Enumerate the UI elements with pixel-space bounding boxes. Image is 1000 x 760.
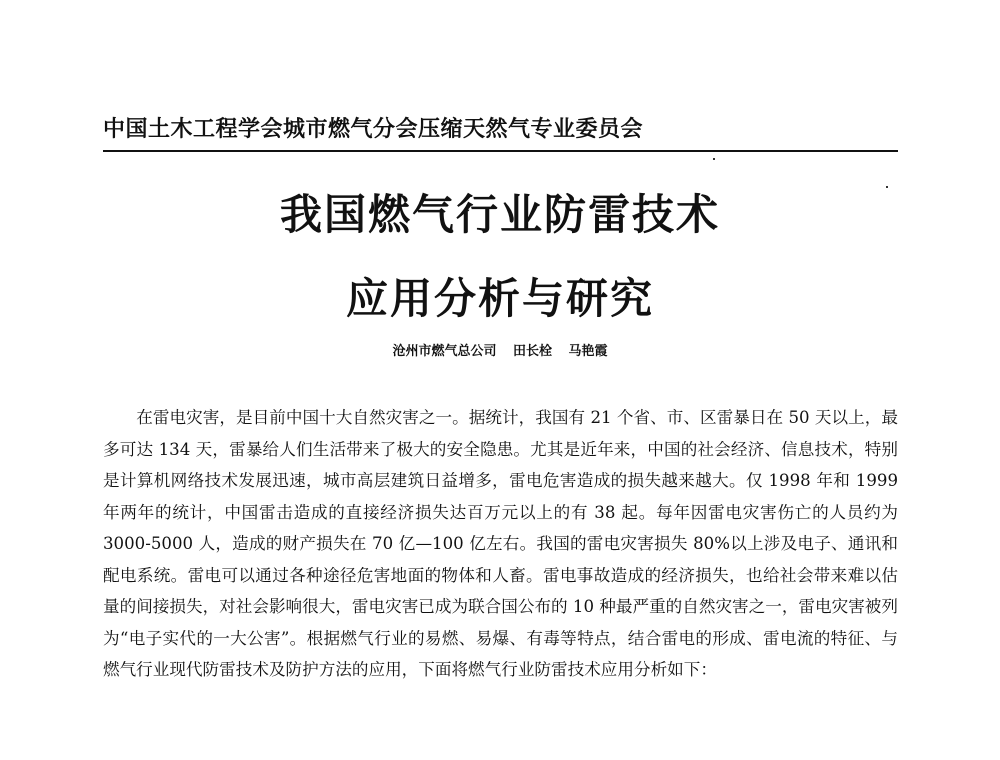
byline [0, 340, 1000, 359]
author-name: 马艳霞 [568, 344, 608, 359]
journal-header: 中国土木工程学会城市燃气分会压缩天然气专业委员会 [103, 117, 644, 142]
article-body-paragraph: 在雷电灾害，是目前中国十大自然灾害之一。据统计，我国有 21 个省、市、区雷暴日在 50 天以上，最多可达 134 天，雷暴给人们生活带来了极大的安全隐患。尤其是近年来，中国的社会经济、信息技术，特别是计算机网络技术发展迅速，城市高层建筑日益增多，雷电危害造成的损失越来越大。仅 1998 年和 1999 年两年的统计，中国雷击造成的直接经济损失达百万元以上的有 38 起。每年因雷电灾害伤亡的人员约为 3000-5000 人，造成的财产损失在 70 亿—100 亿左右。我国的雷电灾害损失 80%以上涉及电子、通讯和配电系统。雷电可以通过各种途径危害地面的物体和人畜。雷电事故造成的经济损失，也给社会带来难以估量的间接损失，对社会影响很大，雷电灾害已成为联合国公布的 10 种最严重的自然灾害之一，雷电灾害被列为“电子实代的一大公害”。根据燃气行业的易燃、易爆、有毒等特点，结合雷电的形成、雷电流的特征、与燃气行业现代防雷技术及防护方法的应用，下面将燃气行业防雷技术应用分析如下： [103, 408, 898, 679]
article-title-line-1: 我国燃气行业防雷技术 [279, 190, 720, 239]
scan-speck [713, 158, 715, 160]
header-divider [103, 150, 898, 152]
author-name: 田长栓 [512, 344, 552, 359]
article-title-line-2: 应用分析与研究 [345, 274, 654, 323]
author-affiliation: 沧州市燃气总公司 [392, 344, 497, 359]
